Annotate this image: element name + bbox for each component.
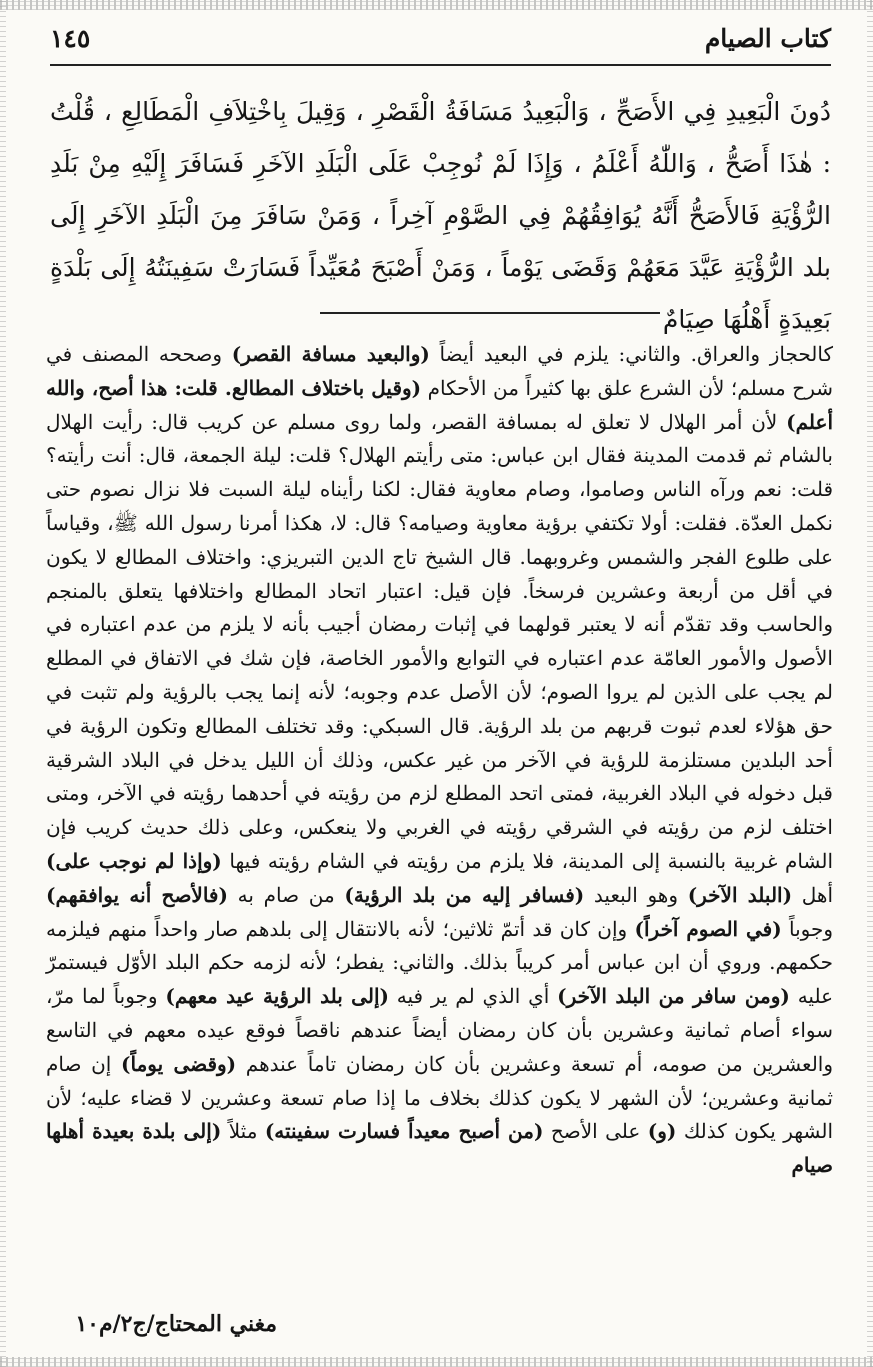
matn-quote: (إلى بلد الرؤية عيد معهم) [165, 984, 389, 1009]
commentary-segment: وهو البعيد [584, 882, 688, 907]
commentary-segment: على الأصح [543, 1119, 648, 1144]
matn-quote: (فالأصح أنه يوافقهم) [46, 882, 228, 907]
page-header [50, 20, 831, 66]
matn-quote: (من أصبح معيداً فسارت سفينته) [264, 1119, 544, 1144]
commentary-segment: وصححه المصنف في شرح مسلم؛ لأن الشرع علق بها كثيراً من الأحكام [46, 342, 833, 400]
footer-book-reference: مغني المحتاج/ج٢/م١٠ [75, 1311, 277, 1337]
matn-quote: (وإذا لم نوجب على) [46, 848, 222, 873]
matn-quote: (إلى بلدة بعيدة أهلها صيام [46, 1119, 833, 1178]
matn-quote: (فسافر إليه من بلد الرؤية) [344, 882, 585, 907]
commentary-segment: كالحجاز والعراق. والثاني: يلزم في البعيد أيضاً [429, 342, 833, 366]
matn-quote: (وقيل باختلاف المطالع. قلت: هذا أصح، والله أعلم) [46, 375, 833, 434]
matn-text-block [50, 86, 831, 346]
commentary-segment: وإن كان قد أتمّ ثلاثين؛ لأنه بالانتقال إلى بلدهم صار واحداً منهم فيلزمه حكمهم. وروي أن ابن عباس أمر كريباً بذلك. والثاني: يفطر؛ لأنه لزمه حكم البلد الأوّل فيستمرّ عليه [46, 916, 834, 1009]
running-title: كتاب الصيام [704, 24, 831, 53]
matn-commentary-separator [320, 312, 660, 314]
matn-paragraph: دُونَ الْبَعِيدِ فِي الأَصَحِّ ، وَالْبَعِيدُ مَسَافَةُ الْقَصْرِ ، وَقِيلَ بِاخْتِلاَفِ الْمَطَالِعِ ، قُلْتُ : هٰذَا أَصَحُّ ، وَاللّٰهُ أَعْلَمُ ، وَإِذَا لَمْ نُوجِبْ عَلَى الْبَلَدِ الآخَرِ فَسَافَرَ إِلَيْهِ مِنْ بَلَدِ الرُّؤْيَةِ فَالأَصَحُّ أَنَّهُ يُوَافِقُهُمْ فِي الصَّوْمِ آخِراً ، وَمَنْ سَافَرَ مِنَ الْبَلَدِ الآخَرِ إِلَى بلد الرُّؤْيَةِ عَيَّدَ مَعَهُمْ وَقَضَى يَوْماً ، وَمَنْ أَصْبَحَ مُعَيِّداً فَسَارَتْ سَفِينَتُهُ إِلَى بَلْدَةٍ بَعِيدَةٍ أَهْلُهَا صِيَامٌ [50, 97, 831, 334]
commentary-segment: من صام به [227, 882, 345, 907]
matn-quote: (وقضى يوماً) [121, 1051, 237, 1076]
commentary-segment: مثلاً [221, 1119, 265, 1144]
commentary-segment: وجوباً [781, 916, 834, 941]
matn-quote: (ومن سافر من البلد الآخر) [557, 984, 790, 1009]
matn-quote: (البلد الآخر) [687, 882, 793, 907]
page-number: ١٤٥ [50, 24, 91, 53]
commentary-segment: إن صام ثمانية وعشرين؛ لأن الشهر لا يكون كذلك بخلاف ما إذا صام تسعة وعشرين لا قضاء عليه؛ لأن الشهر يكون كذلك [46, 1051, 834, 1144]
page-edge-left [0, 0, 6, 1367]
matn-quote: (و) [647, 1119, 677, 1144]
page-edge-top [0, 0, 873, 10]
commentary-paragraph [46, 338, 833, 1183]
commentary-segment: أي الذي لم ير فيه [388, 984, 558, 1009]
commentary-segment: وجوباً لما مرّ، سواء أصام ثمانية وعشرين بأن كان رمضان أيضاً عندهم ناقصاً فوقع عيده معهم في التاسع والعشرين من صومه، أم تسعة وعشرين بأن كان رمضان تاماً عندهم [46, 984, 833, 1076]
matn-quote: (في الصوم آخراً) [634, 916, 782, 941]
commentary-text-block [46, 338, 833, 1183]
page-edge-bottom [0, 1357, 873, 1367]
matn-quote: (والبعيد مسافة القصر) [231, 342, 430, 366]
page-edge-right [867, 0, 873, 1367]
commentary-segment: لأن أمر الهلال لا تعلق له بمسافة القصر، ولما روى مسلم عن كريب قال: رأيت الهلال بالشام ثم قدمت المدينة فقال ابن عباس: متى رأيتم الهلال؟ قلت: ليلة الجمعة، قال: أنت رأيته؟ قلت: نعم ورآه الناس وصاموا، وصام معاوية فقال: لكنا رأيناه ليلة السبت فلا نزال نصوم حتى نكمل العدّة. فقلت: أولا تكتفي برؤية معاوية وصيامه؟ قال: لا، هكذا أمرنا رسول الله ﷺ، وقياساً على طلوع الفجر والشمس وغروبهما. قال الشيخ تاج الدين التبريزي: واختلاف المطالع لا يكون في أقل من أربعة وعشرين فرسخاً. فإن قيل: اعتبار اتحاد المطالع واختلافها يتعلق بالمنجم والحاسب وقد تقدّم أنه لا يعتبر قولهما في إثبات رمضان أجيب بأنه لا يلزم من عدم اعتباره في الأصول والأمور العامّة عدم اعتباره في التوابع والأمور الخاصة، فإن شك في الاتفاق في المطلع لم يجب على الذين لم يروا الصوم؛ لأن الأصل عدم وجوبه؛ لأنه إنما يجب بالرؤية ولم تثبت في حق هؤلاء لعدم ثبوت قربهم من بلد الرؤية. قال السبكي: وقد تختلف المطالع وتكون الرؤية في أحد البلدين مستلزمة للرؤية في الآخر من غير عكس، وذلك أن الليل يدخل في البلاد الشرقية قبل دخوله في البلاد الغربية، فمتى اتحد المطلع لزم من رؤيته في أحدهما رؤيته في الآخر، ومتى اختلف لزم من رؤيته في الشرقي رؤيته في الغربي ولا ينعكس، وعلى ذلك حديث كريب فإن الشام غربية بالنسبة إلى المدينة، فلا يلزم من رؤيته في الشام رؤيته فيها [46, 409, 834, 873]
commentary-segment: أهل [792, 882, 834, 907]
